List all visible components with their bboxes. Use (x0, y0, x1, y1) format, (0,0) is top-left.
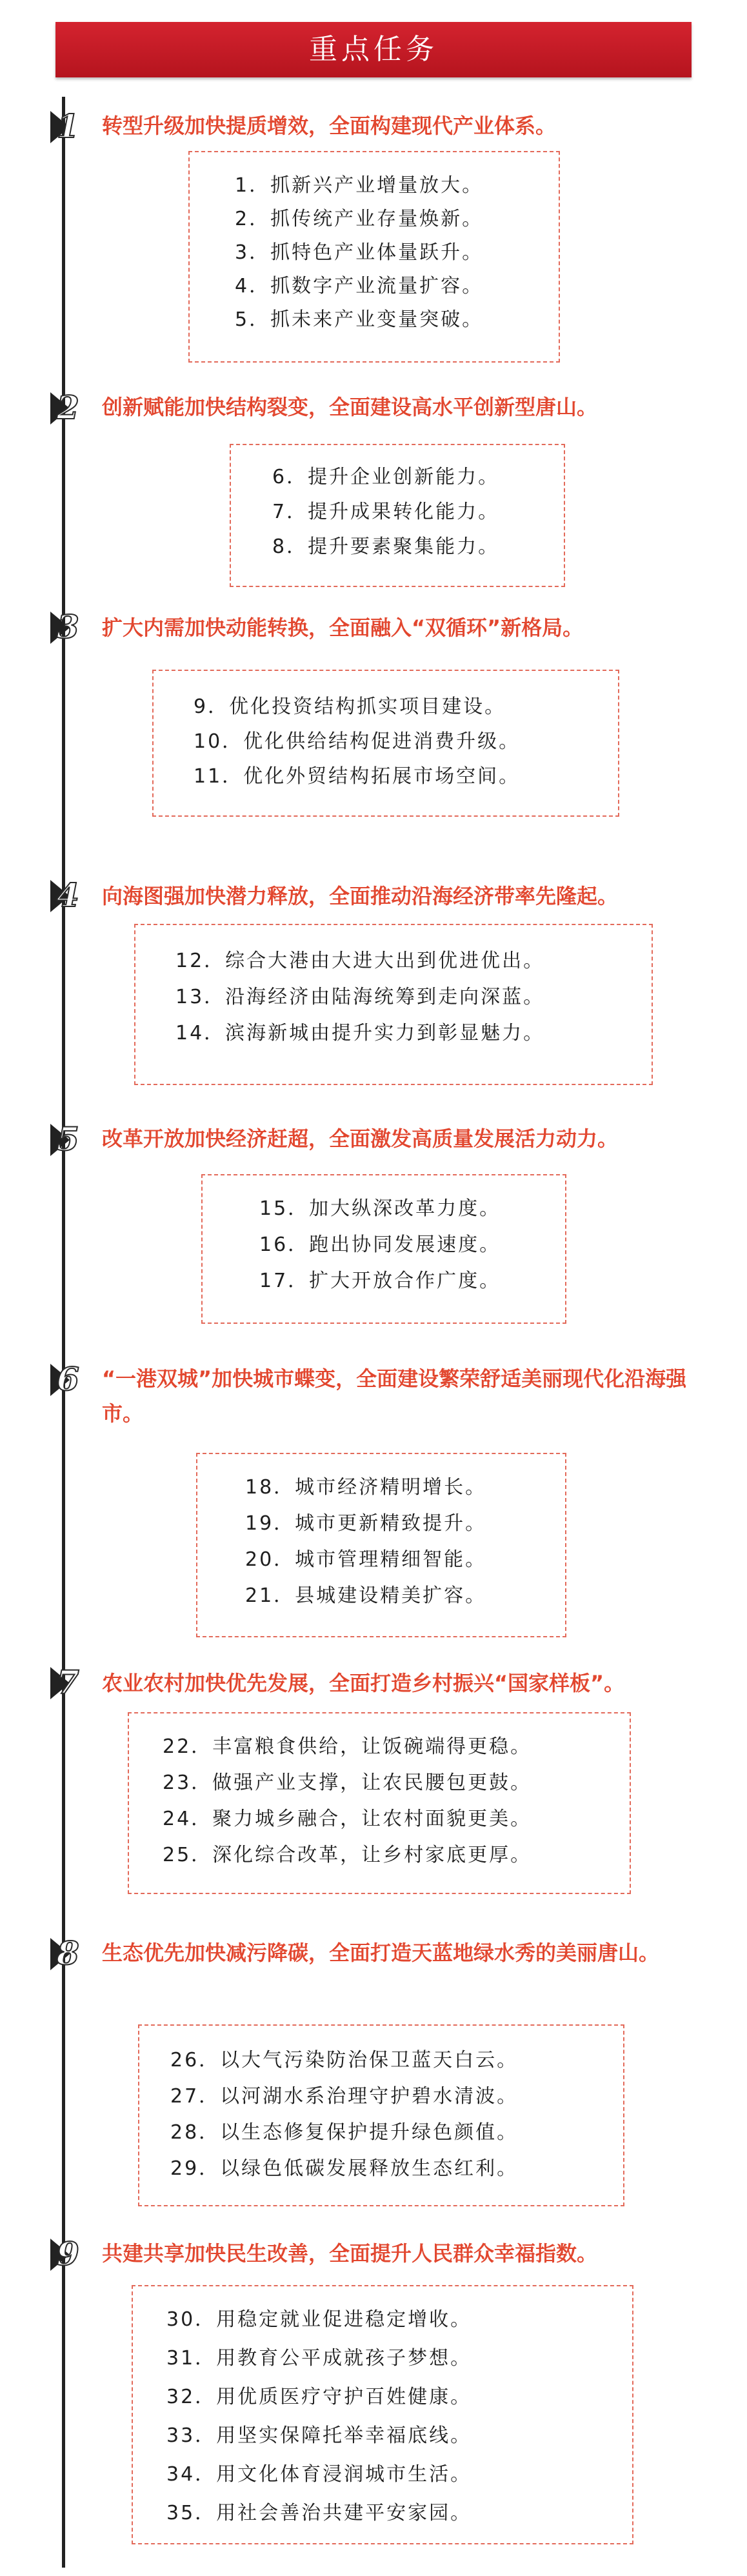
task-item: 22．丰富粮食供给，让饭碗端得更稳。 (163, 1735, 532, 1758)
timeline-line (62, 97, 65, 2568)
section-number-marker (50, 1935, 84, 1973)
task-list-box (132, 2285, 633, 2544)
task-list-box (128, 1712, 631, 1894)
task-item: 32．用优质医疗守护百姓健康。 (166, 2386, 472, 2408)
section-number: 9 (57, 2235, 79, 2273)
task-item: 28．以生态修复保护提升绿色颜值。 (170, 2121, 519, 2144)
task-item: 35．用社会善治共建平安家园。 (166, 2502, 472, 2524)
task-item: 30．用稳定就业促进稳定增收。 (166, 2308, 472, 2331)
task-item: 24．聚力城乡融合，让农村面貌更美。 (163, 1808, 532, 1830)
task-item: 15．加大纵深改革力度。 (259, 1197, 501, 1220)
header-banner (55, 22, 692, 77)
section-number-marker (50, 2236, 84, 2273)
section-number: 5 (57, 1120, 79, 1158)
task-item: 23．做强产业支撑，让农民腰包更鼓。 (163, 1772, 532, 1794)
task-item: 31．用教育公平成就孩子梦想。 (166, 2347, 472, 2370)
task-item: 1．抓新兴产业增量放大。 (235, 174, 484, 197)
task-item: 13．沿海经济由陆海统筹到走向深蓝。 (175, 986, 545, 1008)
task-item: 6．提升企业创新能力。 (272, 466, 500, 488)
task-item: 27．以河湖水系治理守护碧水清波。 (170, 2085, 519, 2108)
task-item: 18．城市经济精明增长。 (245, 1476, 487, 1499)
task-item: 29．以绿色低碳发展释放生态红利。 (170, 2157, 519, 2180)
section-number: 7 (57, 1663, 79, 1701)
task-item: 14．滨海新城由提升实力到彰显魅力。 (175, 1022, 545, 1044)
section-title: 向海图强加快潜力释放，全面推动沿海经济带率先隆起。 (102, 884, 619, 908)
task-item: 4．抓数字产业流量扩容。 (235, 275, 484, 297)
section-number-marker (50, 108, 84, 146)
task-item: 3．抓特色产业体量跃升。 (235, 241, 484, 264)
task-list-box (230, 444, 565, 587)
page-title: 重点任务 (309, 33, 438, 66)
section-title: “一港双城”加快城市蝶变，全面建设繁荣舒适美丽现代化沿海强市。 (102, 1366, 687, 1426)
section-number-marker (50, 609, 84, 646)
task-item: 2．抓传统产业存量焕新。 (235, 208, 484, 230)
section-title: 转型升级加快提质增效，全面构建现代产业体系。 (102, 114, 557, 138)
task-item: 10．优化供给结构促进消费升级。 (194, 730, 521, 753)
task-item: 5．抓未来产业变量突破。 (235, 308, 484, 331)
section-number: 1 (57, 107, 79, 145)
section-title: 扩大内需加快动能转换，全面融入“双循环”新格局。 (102, 615, 584, 640)
section-number: 2 (57, 388, 79, 426)
section-title: 改革开放加快经济赶超，全面激发高质量发展活力动力。 (102, 1126, 619, 1151)
task-list-box (188, 151, 560, 363)
task-item: 26．以大气污染防治保卫蓝天白云。 (170, 2049, 519, 2072)
task-item: 19．城市更新精致提升。 (245, 1512, 487, 1535)
task-list-box (196, 1453, 566, 1637)
section-number: 3 (57, 608, 79, 646)
section-title: 创新赋能加快结构裂变，全面建设高水平创新型唐山。 (102, 395, 598, 419)
section-number-marker (50, 1361, 84, 1399)
task-item: 9．优化投资结构抓实项目建设。 (194, 695, 506, 718)
task-item: 20．城市管理精细智能。 (245, 1548, 487, 1571)
section-title: 共建共享加快民生改善，全面提升人民群众幸福指数。 (102, 2241, 598, 2266)
task-item: 17．扩大开放合作广度。 (259, 1270, 501, 1292)
task-item: 33．用坚实保障托举幸福底线。 (166, 2424, 472, 2447)
task-item: 34．用文化体育浸润城市生活。 (166, 2463, 472, 2486)
task-item: 16．跑出协同发展速度。 (259, 1233, 501, 1256)
task-item: 12．综合大港由大进大出到优进优出。 (175, 950, 545, 972)
section-number: 6 (57, 1360, 79, 1398)
task-list-box (152, 670, 619, 817)
section-number: 4 (57, 876, 79, 914)
task-item: 8．提升要素聚集能力。 (272, 535, 500, 558)
section-number-marker (50, 1121, 84, 1159)
section-number: 8 (57, 1934, 79, 1972)
task-list-box (201, 1174, 566, 1324)
task-item: 21．县城建设精美扩容。 (245, 1584, 487, 1607)
section-number-marker (50, 390, 84, 427)
task-item: 25．深化综合改革，让乡村家底更厚。 (163, 1844, 532, 1866)
task-item: 11．优化外贸结构拓展市场空间。 (194, 765, 521, 788)
task-list-box (138, 2024, 624, 2206)
task-item: 7．提升成果转化能力。 (272, 501, 500, 523)
section-title: 农业农村加快优先发展，全面打造乡村振兴“国家样板”。 (102, 1671, 625, 1695)
section-title: 生态优先加快减污降碳，全面打造天蓝地绿水秀的美丽唐山。 (102, 1941, 660, 1965)
section-number-marker (50, 877, 84, 915)
section-number-marker (50, 1664, 84, 1702)
task-list-box (134, 924, 653, 1085)
